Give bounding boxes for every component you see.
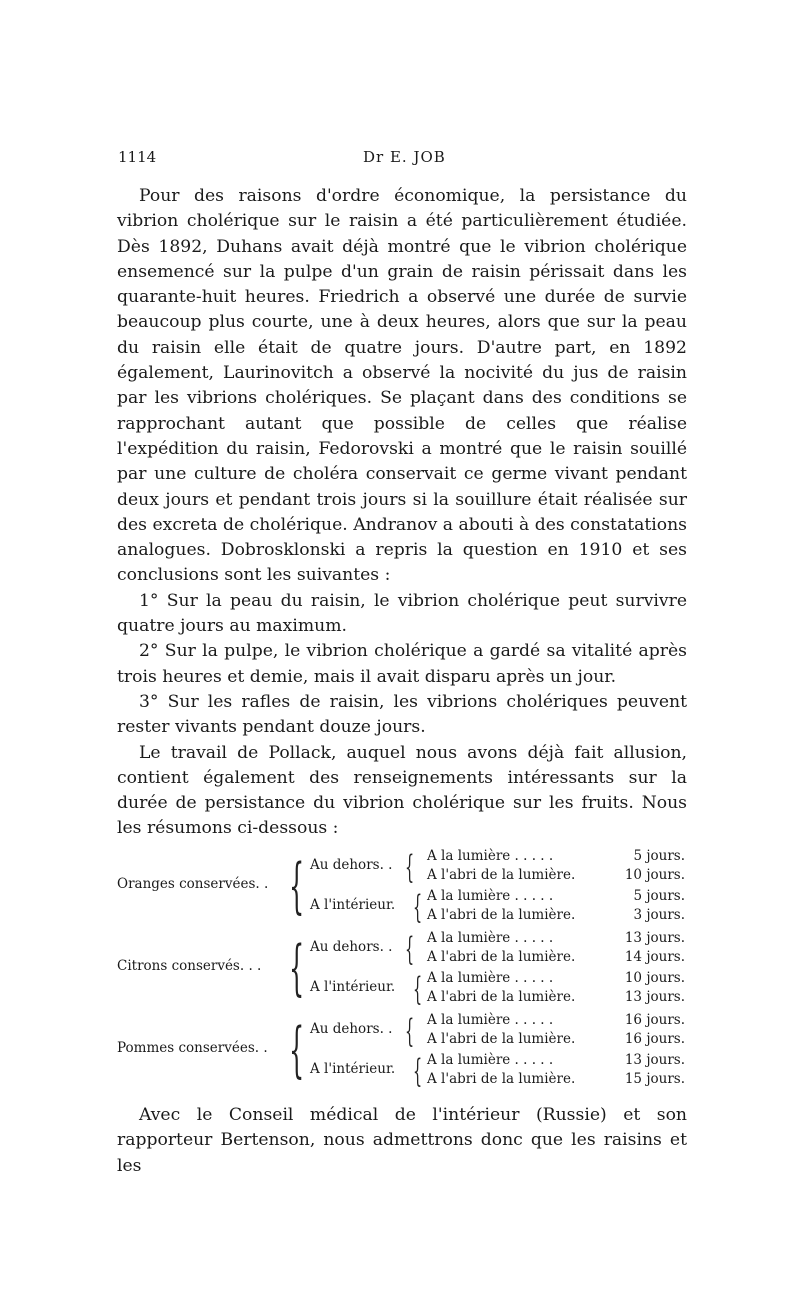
condition-cell: A l'abri de la lumière.	[427, 907, 576, 923]
paragraph-intro: Pour des raisons d'ordre économique, la persistance du vibrion cholérique sur le raisin a été particulièrement étudiée. Dès 1892, Duhans avait déjà montré que le vibrion cholérique ensemencé sur la pulpe d'un grain de raisin périssait dans les quarante-huit heures. Friedrich a observé une durée de survie beaucoup plus courte, une à deux heures, alors que sur la peau du raisin elle était de quatre jours. D'autre part, en 1892 également, Laurinovitch a observé la nocivité du jus de raisin par les vibrions cholériques. Se plaçant dans des conditions se rapprochant autant que possible de celles que réalise l'expédition du raisin, Fedorovski a montré que le raisin souillé par une culture de choléra conservait ce germe vivant pendant deux jours et pendant trois jours si la souillure était réalisée sur des excreta de cholérique. Andranov a abouti à des constatations analogues. Dobrosklonski a repris la question en 1910 et ses conclusions sont les suivantes :	[117, 186, 687, 586]
fruit-label: Citrons conservés. . .	[117, 958, 262, 974]
table-row	[427, 848, 685, 866]
condition-cell: A la lumière . . . . .	[427, 1052, 554, 1068]
brace-icon: {	[413, 1052, 423, 1090]
value-cell: 5 jours.	[633, 888, 685, 904]
condition-cell: A la lumière . . . . .	[427, 848, 554, 864]
brace-icon: {	[413, 970, 423, 1008]
condition-cell: A l'abri de la lumière.	[427, 1031, 576, 1047]
value-cell: 5 jours.	[633, 848, 685, 864]
brace-icon: {	[289, 933, 305, 1003]
value-cell: 14 jours.	[624, 949, 685, 965]
value-cell: 13 jours.	[624, 989, 685, 1005]
table-row	[427, 949, 685, 967]
table-row	[427, 1031, 685, 1049]
condition-cell: A la lumière . . . . .	[427, 1012, 554, 1028]
running-head: Dr E. JOB	[363, 148, 446, 166]
table-row	[427, 888, 685, 906]
value-cell: 16 jours.	[624, 1012, 685, 1028]
brace-icon: {	[405, 930, 415, 968]
paragraph-point-3: 3° Sur les rafles de raisin, les vibrions cholériques peuvent rester vivants pendant douze jours.	[117, 691, 687, 738]
brace-icon: {	[405, 848, 415, 886]
page-number: 1114	[118, 148, 157, 166]
page-header	[118, 148, 688, 172]
table-row	[427, 907, 685, 925]
table-row	[427, 1012, 685, 1030]
fruit-label: Pommes conservées. .	[117, 1040, 268, 1056]
brace-icon: {	[413, 888, 423, 926]
subgroup-label: Au dehors. .	[310, 857, 393, 873]
fruit-label: Oranges conservées. .	[117, 876, 269, 892]
condition-cell: A la lumière . . . . .	[427, 970, 554, 986]
table-row	[427, 930, 685, 948]
value-cell: 13 jours.	[624, 930, 685, 946]
survival-table	[117, 848, 687, 1094]
subgroup-label: Au dehors. .	[310, 939, 393, 955]
value-cell: 15 jours.	[624, 1071, 685, 1087]
paragraph-point-1: 1° Sur la peau du raisin, le vibrion cholérique peut survivre quatre jours au maximum.	[117, 590, 687, 637]
subgroup-label: Au dehors. .	[310, 1021, 393, 1037]
body-text	[117, 184, 687, 842]
table-row	[427, 1071, 685, 1089]
table-row	[427, 867, 685, 885]
table-group-oranges	[117, 848, 687, 928]
condition-cell: A la lumière . . . . .	[427, 930, 554, 946]
paragraph-point-2: 2° Sur la pulpe, le vibrion cholérique a gardé sa vitalité après trois heures et demie, mais il avait disparu après un jour.	[117, 641, 687, 687]
condition-cell: A l'abri de la lumière.	[427, 989, 576, 1005]
table-group-citrons	[117, 930, 687, 1010]
paragraph-pollack: Le travail de Pollack, auquel nous avons déjà fait allusion, contient également des renseignements intéressants sur la durée de persistance du vibrion cholérique sur les fruits. Nous les résumons ci-dessous :	[117, 742, 687, 839]
value-cell: 13 jours.	[624, 1052, 685, 1068]
subgroup-label: A l'intérieur.	[310, 897, 396, 913]
value-cell: 10 jours.	[624, 867, 685, 883]
condition-cell: A l'abri de la lumière.	[427, 1071, 576, 1087]
condition-cell: A la lumière . . . . .	[427, 888, 554, 904]
brace-icon: {	[405, 1012, 415, 1050]
table-row	[427, 970, 685, 988]
subgroup-label: A l'intérieur.	[310, 1061, 396, 1077]
value-cell: 16 jours.	[624, 1031, 685, 1047]
paragraph-conclusion: Avec le Conseil médical de l'intérieur (Russie) et son rapporteur Bertenson, nous admettrons donc que les raisins et les	[117, 1105, 687, 1176]
table-row	[427, 989, 685, 1007]
table-row	[427, 1052, 685, 1070]
value-cell: 3 jours.	[633, 907, 685, 923]
table-group-pommes	[117, 1012, 687, 1092]
value-cell: 10 jours.	[624, 970, 685, 986]
condition-cell: A l'abri de la lumière.	[427, 949, 576, 965]
brace-icon: {	[289, 1015, 305, 1085]
subgroup-label: A l'intérieur.	[310, 979, 396, 995]
condition-cell: A l'abri de la lumière.	[427, 867, 576, 883]
footer-text	[117, 1103, 687, 1179]
brace-icon: {	[289, 851, 305, 921]
